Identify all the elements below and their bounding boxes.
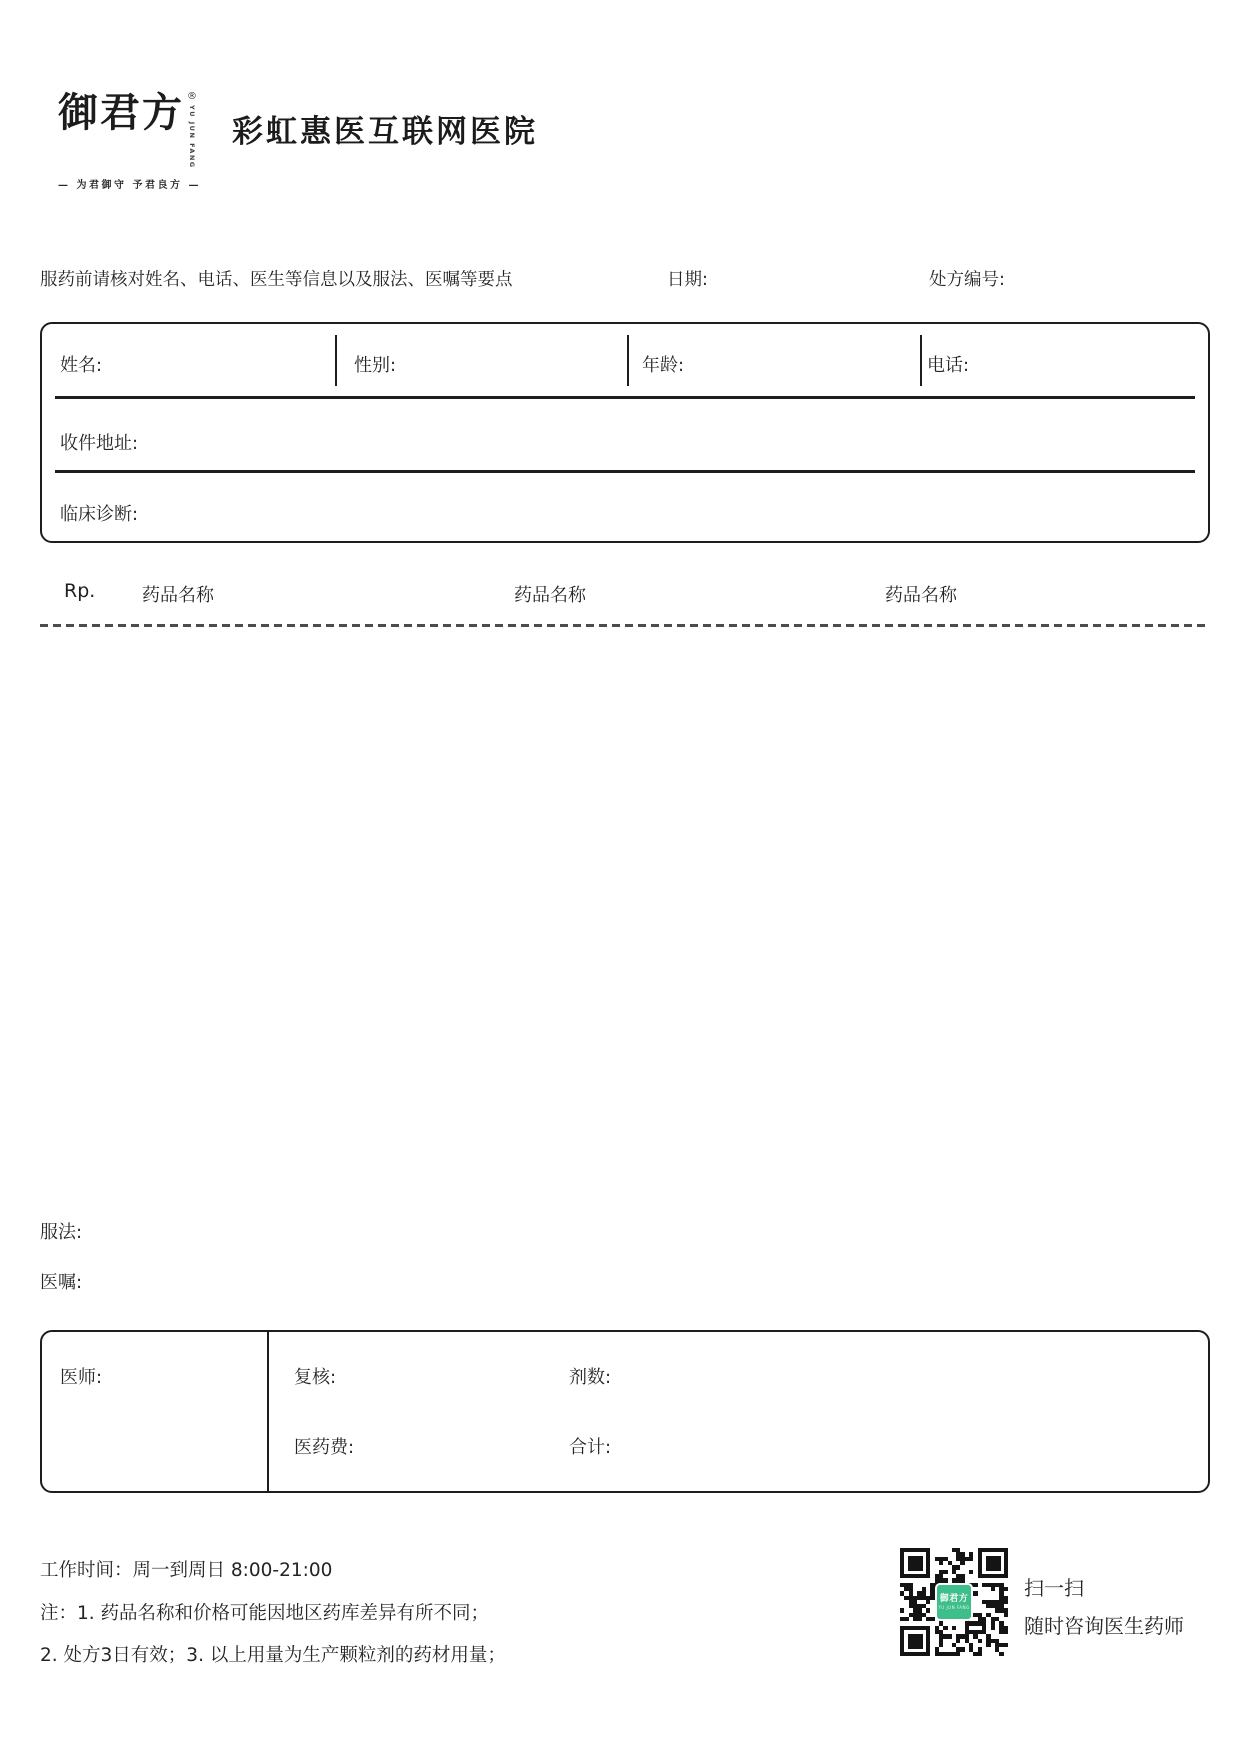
qr-center-logo [935,1583,973,1621]
date-label: 日期: [667,270,708,290]
drug-column-header: 药品名称 [142,585,214,606]
diagnosis-label: 临床诊断: [60,504,139,525]
row-divider [55,396,1195,399]
column-divider [920,335,922,386]
column-divider [267,1332,269,1491]
row-divider [55,470,1195,473]
phone-label: 电话: [927,355,970,376]
registered-trademark-icon: ® [187,91,197,102]
signature-box [40,1330,1210,1493]
column-divider [627,335,629,386]
advice-label: 医嘱: [40,1272,83,1293]
drug-column-header: 药品名称 [514,585,586,606]
qr-finder-icon [900,1626,930,1656]
qr-finder-icon [978,1548,1008,1578]
gender-label: 性别: [354,355,397,376]
note-line-1: 注：1. 药品名称和价格可能因地区药库差异有所不同； [40,1603,490,1624]
working-hours: 工作时间：周一到周日 8:00-21:00 [40,1560,333,1581]
address-label: 收件地址: [60,433,139,454]
total-label: 合计: [569,1437,612,1458]
note-line-2: 2. 处方3日有效；3. 以上用量为生产颗粒剂的药材用量； [40,1645,506,1666]
qr-code [900,1548,1008,1656]
age-label: 年龄: [642,355,685,376]
check-info-notice: 服药前请核对姓名、电话、医生等信息以及服法、医嘱等要点 [40,270,513,290]
rx-number-label: 处方编号: [929,270,1005,290]
brand-logo [58,90,201,191]
brand-vertical-text: YU JUN FANG [188,105,196,169]
medicine-fee-label: 医药费: [294,1437,355,1458]
drug-column-header: 药品名称 [885,585,957,606]
patient-info-box [40,322,1210,543]
brand-name: 御君方 [58,89,184,136]
physician-label: 医师: [60,1367,103,1388]
usage-label: 服法: [40,1222,83,1243]
brand-tagline: — 为君御守 予君良方 — [58,179,201,191]
column-divider [335,335,337,386]
qr-finder-icon [900,1548,930,1578]
dose-count-label: 剂数: [569,1367,612,1388]
dashed-separator [40,624,1210,627]
qr-center-sub-text: YU JUN FANG [938,1604,970,1610]
scan-title: 扫一扫 [1024,1576,1084,1600]
rp-label: Rp. [64,580,96,602]
scan-description: 随时咨询医生药师 [1024,1614,1184,1638]
name-label: 姓名: [60,355,103,376]
hospital-title: 彩虹惠医互联网医院 [232,114,538,150]
qr-center-brand-text: 御君方 [939,1594,969,1605]
review-label: 复核: [294,1367,337,1388]
